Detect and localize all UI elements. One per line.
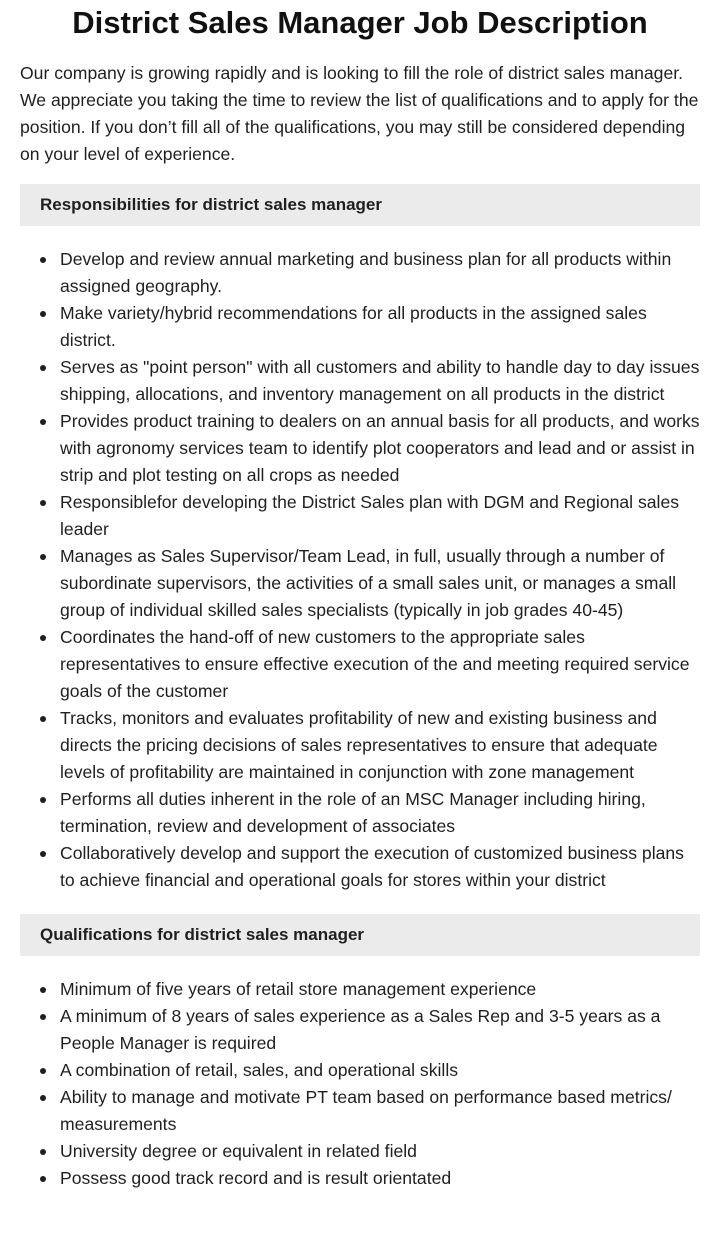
qualifications-heading: Qualifications for district sales manager [20,914,700,956]
list-item [60,489,700,543]
bullet-icon [40,716,46,722]
list-item-text: A combination of retail, sales, and operational skills [60,1060,459,1080]
bullet-icon [40,365,46,371]
list-item-text: Develop and review annual marketing and business plan for all products within assigned geography. [60,249,672,296]
list-item [60,408,700,489]
list-item-text: University degree or equivalent in related field [60,1141,417,1161]
list-item [60,1057,700,1084]
intro-paragraph: Our company is growing rapidly and is looking to fill the role of district sales manager. We appreciate you taking the time to review the list of qualifications and to apply for the position. If you don’t fill all of the qualifications, you may still be considered depending on your level of experience. [20,63,699,164]
list-item-text: Collaboratively develop and support the execution of customized business plans to achieve financial and operational goals for stores within your district [60,843,684,890]
bullet-icon [40,311,46,317]
list-item [60,705,700,786]
list-item [60,246,700,300]
bullet-icon [40,500,46,506]
list-item [60,1003,700,1057]
bullet-icon [40,419,46,425]
bullet-icon [40,635,46,641]
list-item-text: Possess good track record and is result orientated [60,1168,452,1188]
list-item-text: Tracks, monitors and evaluates profitability of new and existing business and directs the pricing decisions of sales representatives to ensure that adequate levels of profitability are maintained in conjunction with zone management [60,708,658,782]
page-title: District Sales Manager Job Description [72,5,648,40]
bullet-icon [40,1149,46,1155]
bullet-icon [40,797,46,803]
bullet-icon [40,1068,46,1074]
bullet-icon [40,851,46,857]
list-item [60,786,700,840]
list-item-text: Ability to manage and motivate PT team based on performance based metrics/ measurements [60,1087,672,1134]
list-item-text: Responsiblefor developing the District Sales plan with DGM and Regional sales leader [60,492,680,539]
responsibilities-heading: Responsibilities for district sales manager [20,184,700,226]
list-item [60,543,700,624]
qualifications-list [20,976,700,1192]
responsibilities-list [20,246,700,894]
bullet-icon [40,257,46,263]
list-item [60,624,700,705]
list-item [60,354,700,408]
list-item-text: Coordinates the hand-off of new customers to the appropriate sales representatives to ensure effective execution of the and meeting required service goals of the customer [60,627,690,701]
list-item-text: Provides product training to dealers on an annual basis for all products, and works with agronomy services team to identify plot cooperators and lead and or assist in strip and plot testing on all crops as needed [60,411,700,485]
bullet-icon [40,554,46,560]
list-item-text: Performs all duties inherent in the role of an MSC Manager including hiring, termination, review and development of associates [60,789,646,836]
list-item [60,1165,700,1192]
list-item [60,840,700,894]
list-item-text: Serves as "point person" with all customers and ability to handle day to day issues shipping, allocations, and inventory management on all products in the district [60,357,700,404]
list-item [60,1084,700,1138]
bullet-icon [40,1014,46,1020]
list-item [60,1138,700,1165]
bullet-icon [40,1095,46,1101]
list-item-text: Make variety/hybrid recommendations for all products in the assigned sales district. [60,303,647,350]
list-item-text: Manages as Sales Supervisor/Team Lead, in full, usually through a number of subordinate supervisors, the activities of a small sales unit, or manages a small group of individual skilled sales specialists (typically in job grades 40-45) [60,546,677,620]
list-item-text: A minimum of 8 years of sales experience as a Sales Rep and 3-5 years as a People Manager is required [60,1006,661,1053]
bullet-icon [40,1176,46,1182]
list-item [60,300,700,354]
list-item [60,976,700,1003]
bullet-icon [40,987,46,993]
list-item-text: Minimum of five years of retail store management experience [60,979,537,999]
